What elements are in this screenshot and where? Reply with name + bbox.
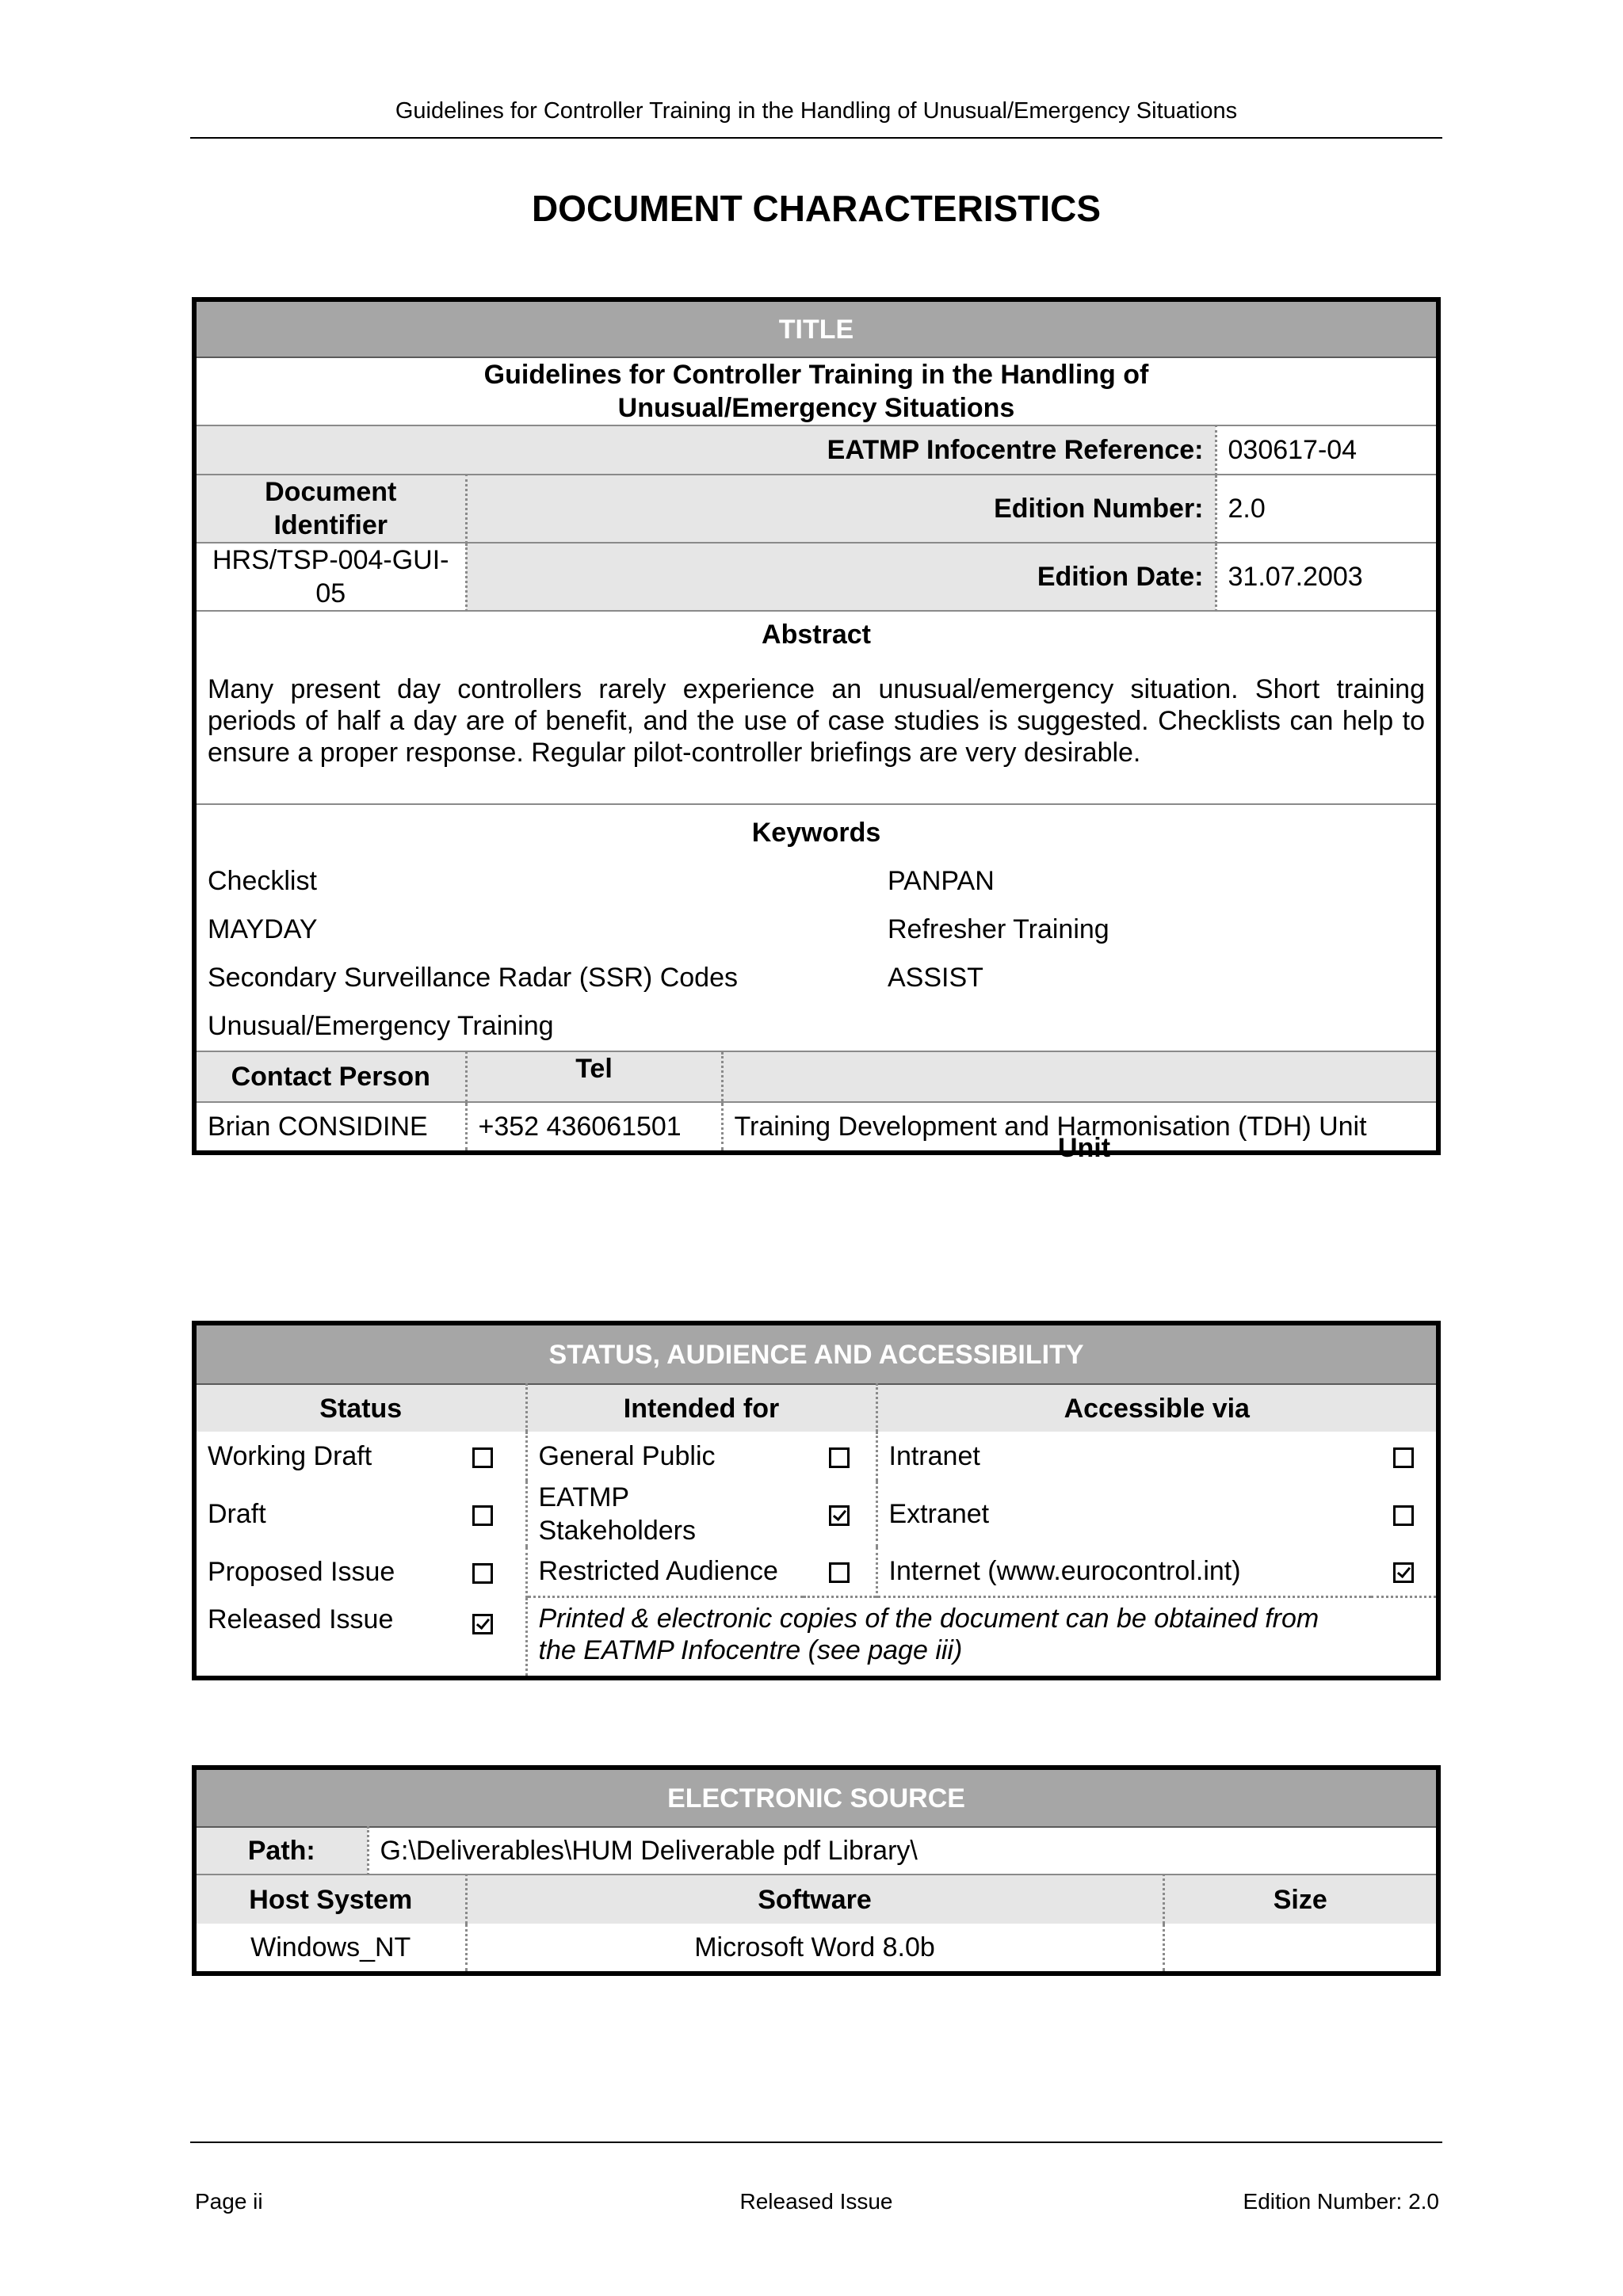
- keyword-item: MAYDAY: [208, 914, 318, 944]
- intended-general-public-checkbox[interactable]: [829, 1447, 850, 1468]
- edition-date-value: 31.07.2003: [1216, 543, 1436, 611]
- status-proposed-issue-checkbox[interactable]: [472, 1563, 493, 1584]
- intended-restricted-audience-label: Restricted Audience: [526, 1547, 804, 1596]
- contact-person-label: Contact Person: [197, 1051, 466, 1102]
- abstract-section: [197, 611, 1436, 804]
- path-label: Path:: [197, 1827, 368, 1875]
- intended-restricted-audience-checkbox[interactable]: [829, 1562, 850, 1583]
- status-proposed-issue-label: Proposed Issue: [208, 1557, 395, 1587]
- keywords-right-column: [888, 857, 1436, 1051]
- document-title-line1: Guidelines for Controller Training in the Handling of: [483, 360, 1149, 390]
- keyword-item: Unusual/Emergency Training: [208, 1011, 554, 1041]
- software-value: Microsoft Word 8.0b: [466, 1924, 1163, 1971]
- footer-status: Released Issue: [739, 2189, 893, 2214]
- tel-label: Tel: [575, 1054, 613, 1084]
- intended-eatmp-stakeholders-label: EATMP Stakeholders: [526, 1481, 804, 1547]
- contact-person-value: Brian CONSIDINE: [197, 1102, 466, 1150]
- keywords-left-column: [197, 857, 888, 1051]
- size-label: Size: [1163, 1875, 1436, 1924]
- infocentre-reference-label: EATMP Infocentre Reference:: [197, 425, 1216, 475]
- keywords-heading: Keywords: [751, 818, 881, 848]
- keyword-item: Secondary Surveillance Radar (SSR) Codes: [208, 963, 738, 993]
- status-released-issue-label: Released Issue: [208, 1604, 394, 1634]
- document-title: [197, 357, 1436, 425]
- status-header: Status: [197, 1384, 526, 1432]
- host-system-value: Windows_NT: [250, 1932, 411, 1962]
- unit-label-left: [721, 1052, 999, 1101]
- footer-rule: [190, 2142, 1442, 2143]
- unit-value: Training Development and Harmonisation (TDH) Unit: [721, 1103, 1437, 1150]
- edition-number-value: 2.0: [1216, 475, 1436, 543]
- accessible-extranet-checkbox[interactable]: [1393, 1505, 1414, 1526]
- title-box: [192, 297, 1441, 1163]
- keyword-item: ASSIST: [888, 963, 983, 993]
- header-rule: [190, 137, 1442, 139]
- host-system-label: Host System: [197, 1875, 466, 1924]
- accessible-internet-label: Internet (www.eurocontrol.int): [888, 1556, 1241, 1587]
- accessible-intranet-label: Intranet: [876, 1432, 1371, 1481]
- status-working-draft-label: Working Draft: [208, 1441, 372, 1471]
- status-box: [192, 1321, 1441, 1680]
- keywords-list: [197, 857, 1436, 1051]
- tel-value: +352 436061501: [478, 1112, 682, 1142]
- status-working-draft-checkbox[interactable]: [472, 1447, 493, 1468]
- document-identifier-label: Document Identifier: [197, 475, 466, 543]
- intended-general-public-label: General Public: [526, 1432, 804, 1481]
- infocentre-reference-value: 030617-04: [1216, 425, 1436, 475]
- keyword-item: PANPAN: [888, 866, 995, 896]
- unit-label: Unit: [1057, 1133, 1111, 1163]
- abstract-heading: Abstract: [762, 620, 871, 650]
- intended-header: Intended for: [526, 1384, 876, 1432]
- footer-edition: Edition Number: 2.0: [1243, 2189, 1439, 2214]
- accessible-internet-checkbox[interactable]: [1393, 1562, 1414, 1583]
- accessible-intranet-checkbox[interactable]: [1393, 1447, 1414, 1468]
- document-title-line2: Unusual/Emergency Situations: [617, 393, 1015, 423]
- size-value: [1163, 1924, 1436, 1971]
- document-identifier-value: HRS/TSP-004-GUI-05: [197, 543, 466, 611]
- keywords-section: [197, 804, 1436, 1051]
- path-value: G:\Deliverables\HUM Deliverable pdf Library\: [368, 1827, 1436, 1875]
- intended-eatmp-stakeholders-checkbox[interactable]: [829, 1505, 850, 1526]
- software-label: Software: [466, 1875, 1163, 1924]
- status-band: STATUS, AUDIENCE AND ACCESSIBILITY: [197, 1325, 1436, 1384]
- title-band: TITLE: [197, 302, 1436, 357]
- running-header: Guidelines for Controller Training in the Handling of Unusual/Emergency Situations: [395, 98, 1238, 124]
- abstract-text: Many present day controllers rarely experience an unusual/emergency situation. Short training periods of half a day are of benefit, and the use of case studies is suggested. Checklists can help to ensure a proper response. Regular pilot-controller briefings are very desirable.: [208, 674, 1426, 768]
- status-draft-checkbox[interactable]: [472, 1505, 493, 1526]
- source-band: ELECTRONIC SOURCE: [197, 1770, 1436, 1827]
- page-title: DOCUMENT CHARACTERISTICS: [531, 188, 1102, 229]
- keyword-item: Refresher Training: [888, 914, 1109, 944]
- footer-page: Page ii: [195, 2189, 263, 2214]
- distribution-note: Printed & electronic copies of the document can be obtained from the EATMP Infocentre (see page iii): [526, 1596, 1436, 1676]
- accessible-extranet-label: Extranet: [876, 1481, 1371, 1547]
- accessible-header: Accessible via: [876, 1384, 1436, 1432]
- keyword-item: Checklist: [208, 866, 317, 896]
- status-released-issue-checkbox[interactable]: [472, 1614, 493, 1634]
- status-draft-label: Draft: [208, 1499, 266, 1529]
- electronic-source-box: [192, 1765, 1441, 1976]
- edition-number-label: Edition Number:: [466, 475, 1216, 543]
- edition-date-label: Edition Date:: [466, 543, 1216, 611]
